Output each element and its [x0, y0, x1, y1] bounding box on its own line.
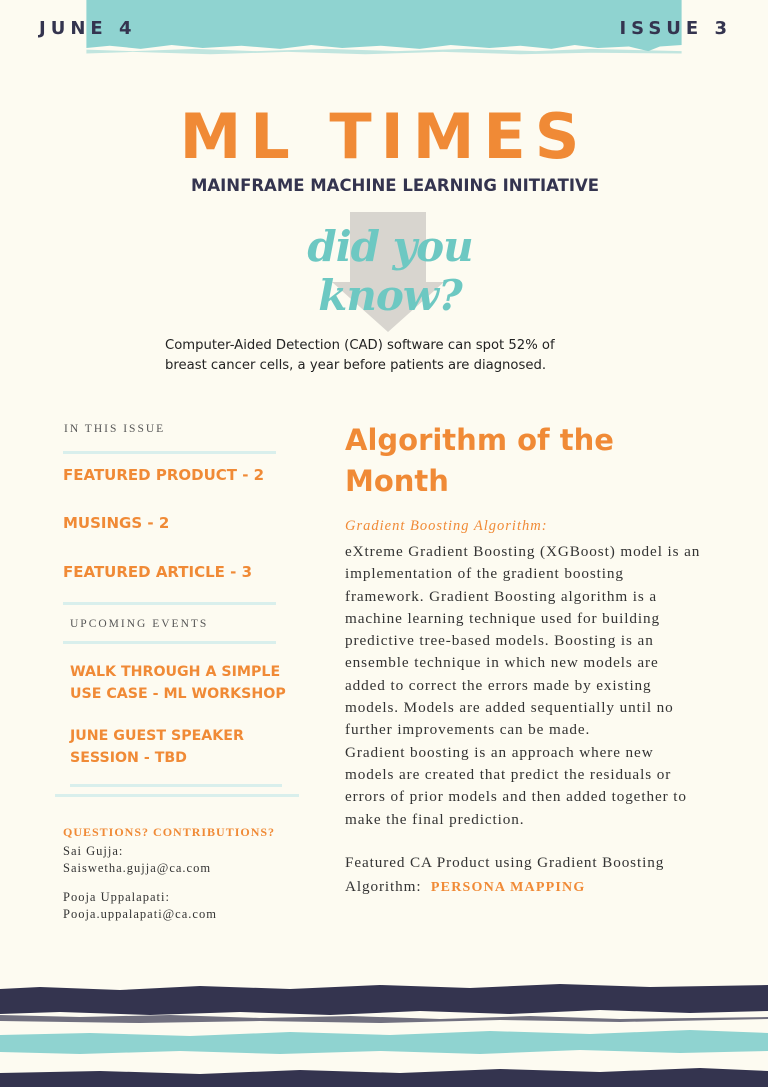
- article-title: [345, 420, 675, 502]
- article-line: make the final prediction.: [345, 810, 525, 828]
- event-line: USE CASE - ML WORKSHOP: [70, 686, 286, 702]
- divider: [55, 794, 299, 797]
- article-line: added to correct the errors made by existing: [345, 676, 652, 694]
- divider: [63, 602, 276, 605]
- article-line: implementation of the gradient boosting: [345, 565, 624, 583]
- divider: [63, 641, 276, 644]
- contact-entry: [63, 843, 211, 877]
- fact-line: Computer-Aided Detection (CAD) software can spot 52% of: [165, 338, 555, 353]
- featured-line: Featured CA Product using Gradient Boosting: [345, 854, 665, 871]
- featured-label: Algorithm:: [345, 878, 422, 895]
- contact-entry: [63, 889, 217, 923]
- event-item[interactable]: [70, 725, 244, 769]
- contact-email[interactable]: Pooja.uppalapati@ca.com: [63, 907, 217, 921]
- article-line: further improvements can be made.: [345, 721, 591, 739]
- article-line: predictive tree-based models. Boosting is an: [345, 632, 654, 650]
- article-title-line: Month: [345, 464, 449, 498]
- article-subtitle: Gradient Boosting Algorithm:: [345, 518, 548, 534]
- fact-line: breast cancer cells, a year before patients are diagnosed.: [165, 358, 547, 373]
- in-this-issue-label: IN THIS ISSUE: [64, 423, 166, 435]
- article-paragraph: [345, 742, 745, 831]
- article-line: errors of prior models and then added together to: [345, 788, 687, 806]
- toc-item-musings[interactable]: MUSINGS - 2: [63, 514, 170, 532]
- article-line: eXtreme Gradient Boosting (XGBoost) model is an: [345, 543, 701, 560]
- contact-email[interactable]: Saiswetha.gujja@ca.com: [63, 861, 212, 875]
- featured-line-2: [345, 875, 745, 900]
- article-body: [345, 541, 745, 831]
- contact-name: Sai Gujja:: [63, 844, 124, 858]
- article-title-line: Algorithm of the: [345, 423, 614, 457]
- article-line: models are created that predict the residuals or: [345, 765, 672, 783]
- article-line: machine learning technique used for building: [345, 609, 660, 627]
- event-line: WALK THROUGH A SIMPLE: [70, 664, 281, 680]
- contact-heading: QUESTIONS? CONTRIBUTIONS?: [63, 825, 276, 839]
- event-item[interactable]: [70, 661, 286, 705]
- featured-product-note: [345, 851, 745, 900]
- article-line: framework. Gradient Boosting algorithm is a: [345, 587, 658, 605]
- article-line: Gradient boosting is an approach where new: [345, 743, 654, 761]
- newsletter-title: ML TIMES: [179, 100, 589, 173]
- issue-number: ISSUE 3: [619, 18, 732, 39]
- divider: [70, 784, 282, 787]
- toc-item-featured-article[interactable]: FEATURED ARTICLE - 3: [63, 563, 253, 581]
- issue-date: JUNE 4: [39, 18, 137, 39]
- did-you-know-fact: [165, 336, 635, 376]
- article-paragraph: [345, 541, 745, 742]
- divider: [63, 451, 276, 454]
- event-line: JUNE GUEST SPEAKER: [70, 728, 244, 744]
- did-you-know-heading: did you know?: [307, 222, 473, 320]
- upcoming-events-label: UPCOMING EVENTS: [70, 618, 209, 630]
- article-line: models. Models are added sequentially until no: [345, 699, 674, 717]
- persona-mapping-link[interactable]: PERSONA MAPPING: [430, 880, 586, 895]
- footer-stripes: [0, 975, 768, 1087]
- article-line: ensemble technique in which new models are: [345, 654, 659, 672]
- newsletter-subtitle: MAINFRAME MACHINE LEARNING INITIATIVE: [190, 176, 600, 195]
- contact-name: Pooja Uppalapati:: [63, 890, 170, 904]
- event-line: SESSION - TBD: [70, 750, 187, 766]
- toc-item-featured-product[interactable]: FEATURED PRODUCT - 2: [63, 466, 265, 484]
